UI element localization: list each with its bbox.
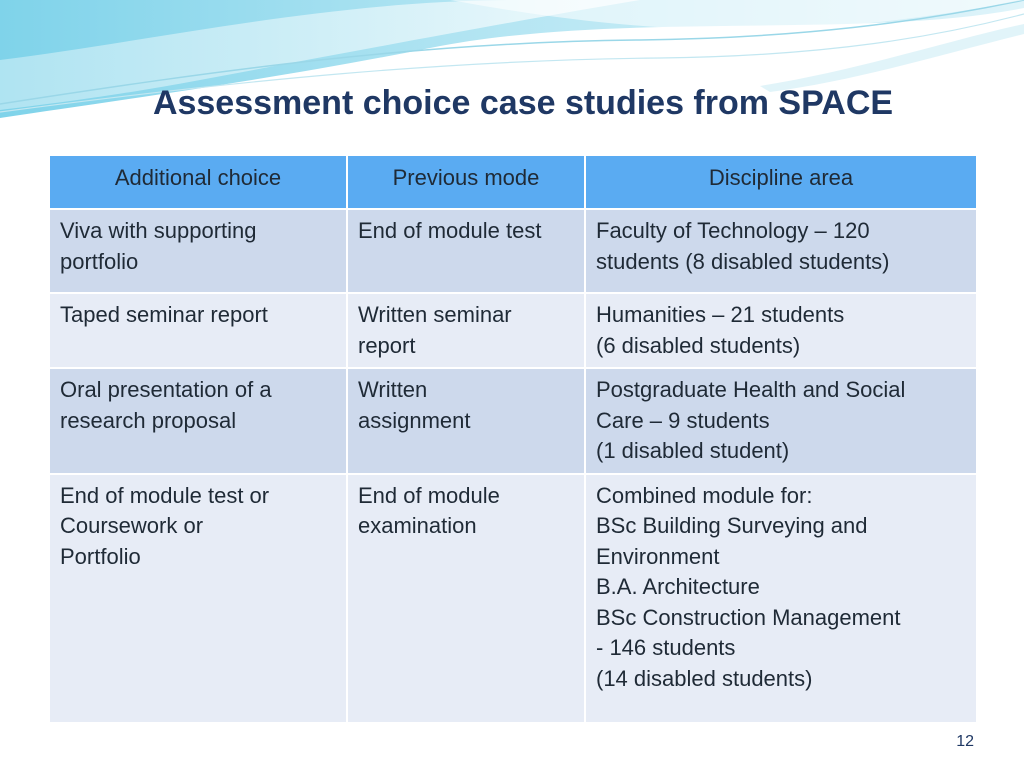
table-header-row bbox=[49, 155, 977, 209]
cell-previous-mode: Written assignment bbox=[347, 368, 585, 474]
cell-discipline-area: Humanities – 21 students (6 disabled students) bbox=[585, 293, 977, 368]
table-row bbox=[49, 209, 977, 293]
cell-discipline-area: Combined module for: BSc Building Surveying and Environment B.A. Architecture BSc Construction Management - 146 students (14 disabled students) bbox=[585, 474, 977, 723]
header-additional-choice: Additional choice bbox=[49, 155, 347, 209]
cell-previous-mode: Written seminar report bbox=[347, 293, 585, 368]
table-row bbox=[49, 293, 977, 368]
cell-additional-choice: End of module test or Coursework or Portfolio bbox=[49, 474, 347, 723]
table-row bbox=[49, 474, 977, 723]
cell-previous-mode: End of module examination bbox=[347, 474, 585, 723]
page-number: 12 bbox=[956, 733, 974, 750]
header-discipline-area: Discipline area bbox=[585, 155, 977, 209]
cell-previous-mode: End of module test bbox=[347, 209, 585, 293]
cell-additional-choice: Oral presentation of a research proposal bbox=[49, 368, 347, 474]
case-studies-table bbox=[48, 154, 978, 724]
table-row bbox=[49, 368, 977, 474]
slide-title: Assessment choice case studies from SPACE bbox=[152, 84, 894, 122]
cell-discipline-area: Postgraduate Health and Social Care – 9 students (1 disabled student) bbox=[585, 368, 977, 474]
cell-discipline-area: Faculty of Technology – 120 students (8 disabled students) bbox=[585, 209, 977, 293]
header-previous-mode: Previous mode bbox=[347, 155, 585, 209]
cell-additional-choice: Taped seminar report bbox=[49, 293, 347, 368]
cell-additional-choice: Viva with supporting portfolio bbox=[49, 209, 347, 293]
